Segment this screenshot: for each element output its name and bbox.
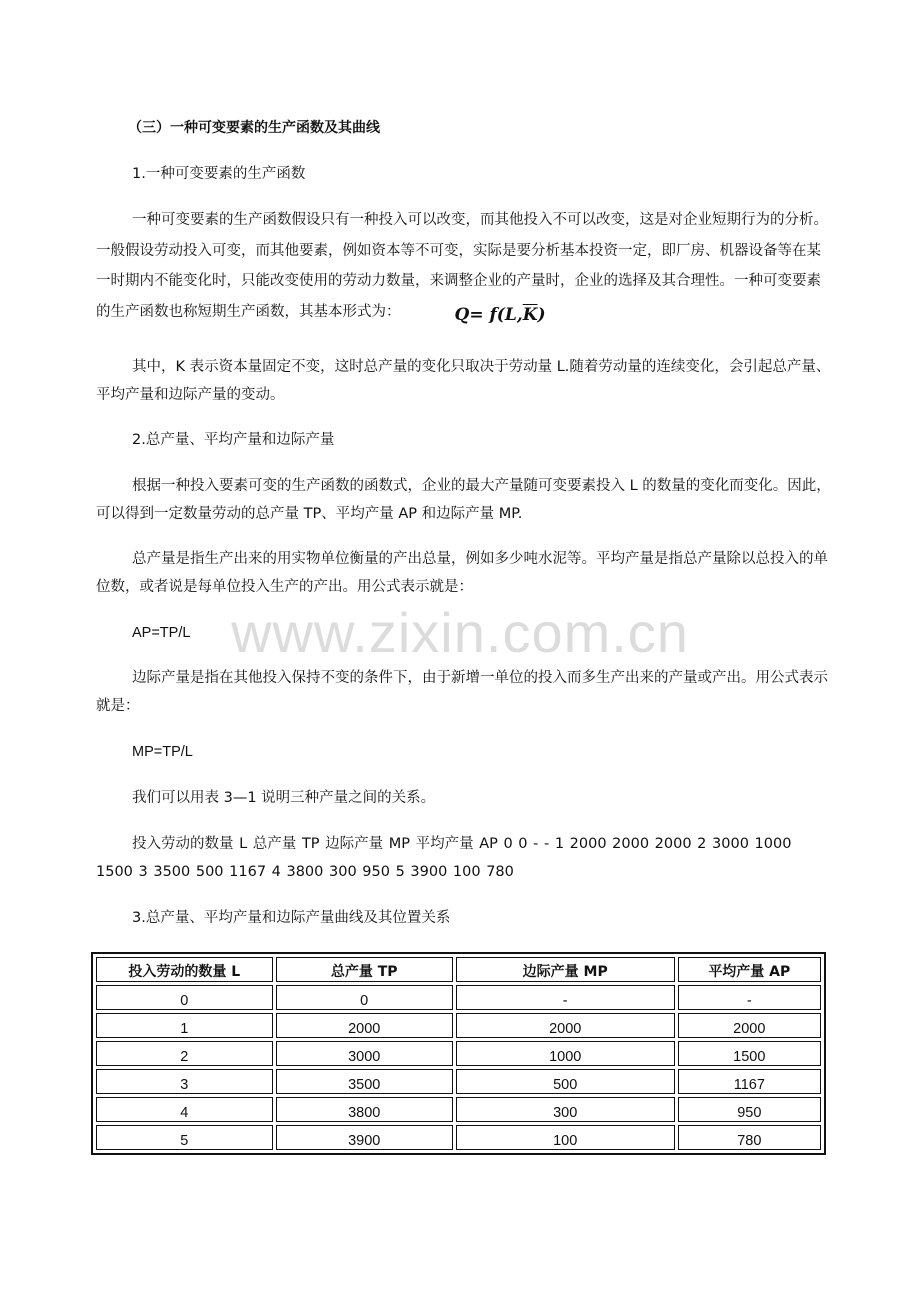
subheading-2: 2.总产量、平均产量和边际产量 xyxy=(132,432,335,448)
production-table xyxy=(91,952,826,1155)
table-row xyxy=(96,1069,821,1094)
header-mp: 边际产量 MP xyxy=(456,957,675,982)
formula-eq: = f(L, xyxy=(469,304,523,325)
paragraph-3: 根据一种投入要素可变的生产函数的函数式，企业的最大产量随可变要素投入 L 的数量的变化而变化。因此，可以得到一定数量劳动的总产量 TP、平均产量 AP 和边际产量 MP. xyxy=(96,478,831,522)
cell-mp: 1000 xyxy=(456,1041,675,1066)
cell-mp: 100 xyxy=(456,1125,675,1150)
cell-labor: 1 xyxy=(96,1013,273,1038)
cell-ap: - xyxy=(678,985,821,1010)
paragraph-1-text: 一种可变要素的生产函数假设只有一种投入可以改变，而其他投入不可以改变，这是对企业短期行为的分析。一般假设劳动投入可变，而其他要素，例如资本等不可变，实际是要分析基本投资一定，即厂房、机器设备等在某一时期内不能变化时，只能改变使用的劳动力数量，来调整企业的产量时，企业的选择及其合理性。一种可变要素的生产函数也称短期生产函数，其基本形式为： xyxy=(96,212,828,320)
cell-tp: 0 xyxy=(276,985,453,1010)
formula-close: ) xyxy=(537,304,546,325)
table-row xyxy=(96,1041,821,1066)
formula-k-bar: $\overline{K}$ xyxy=(522,304,538,325)
cell-tp: 2000 xyxy=(276,1013,453,1038)
section-title: （三）一种可变要素的生产函数及其曲线 xyxy=(128,120,380,136)
header-tp: 总产量 TP xyxy=(276,957,453,982)
cell-labor: 3 xyxy=(96,1069,273,1094)
cell-mp: - xyxy=(456,985,675,1010)
table-row xyxy=(96,1125,821,1150)
subheading-1: 1.一种可变要素的生产函数 xyxy=(132,166,306,182)
cell-mp: 500 xyxy=(456,1069,675,1094)
cell-tp: 3500 xyxy=(276,1069,453,1094)
production-function-formula xyxy=(419,300,546,331)
watermark: www.zixin.com.cn xyxy=(231,601,689,664)
cell-ap: 950 xyxy=(678,1097,821,1122)
table-header-row xyxy=(96,957,821,982)
formula-ap: AP=TP/L xyxy=(132,625,191,641)
cell-ap: 780 xyxy=(678,1125,821,1150)
paragraph-6: 我们可以用表 3—1 说明三种产量之间的关系。 xyxy=(132,790,436,806)
cell-labor: 0 xyxy=(96,985,273,1010)
formula-q: Q xyxy=(454,304,470,325)
cell-labor: 4 xyxy=(96,1097,273,1122)
paragraph-7: 投入劳动的数量 L 总产量 TP 边际产量 MP 平均产量 AP 0 0 - - 1 2000 2000 2000 2 3000 1000 1500 3 3500 500 1167 4 3800 300 950 5 3900 100 780 xyxy=(96,836,792,880)
cell-ap: 2000 xyxy=(678,1013,821,1038)
table-row xyxy=(96,1097,821,1122)
formula-mp: MP=TP/L xyxy=(132,744,193,760)
table-row xyxy=(96,985,821,1010)
cell-labor: 5 xyxy=(96,1125,273,1150)
paragraph-2: 其中，K 表示资本量固定不变，这时总产量的变化只取决于劳动量 L.随着劳动量的连续变化，会引起总产量、平均产量和边际产量的变动。 xyxy=(96,359,831,403)
cell-tp: 3800 xyxy=(276,1097,453,1122)
cell-mp: 2000 xyxy=(456,1013,675,1038)
header-labor: 投入劳动的数量 L xyxy=(96,957,273,982)
paragraph-4: 总产量是指生产出来的用实物单位衡量的产出总量，例如多少吨水泥等。平均产量是指总产量除以总投入的单位数，或者说是每单位投入生产的产出。用公式表示就是： xyxy=(96,551,828,595)
header-ap: 平均产量 AP xyxy=(678,957,821,982)
paragraph-1 xyxy=(96,205,831,330)
cell-tp: 3900 xyxy=(276,1125,453,1150)
cell-ap: 1167 xyxy=(678,1069,821,1094)
table-row xyxy=(96,1013,821,1038)
cell-mp: 300 xyxy=(456,1097,675,1122)
paragraph-5: 边际产量是指在其他投入保持不变的条件下，由于新增一单位的投入而多生产出来的产量或产出。用公式表示就是： xyxy=(96,670,828,714)
cell-ap: 1500 xyxy=(678,1041,821,1066)
cell-tp: 3000 xyxy=(276,1041,453,1066)
subheading-3: 3.总产量、平均产量和边际产量曲线及其位置关系 xyxy=(132,910,451,926)
cell-labor: 2 xyxy=(96,1041,273,1066)
